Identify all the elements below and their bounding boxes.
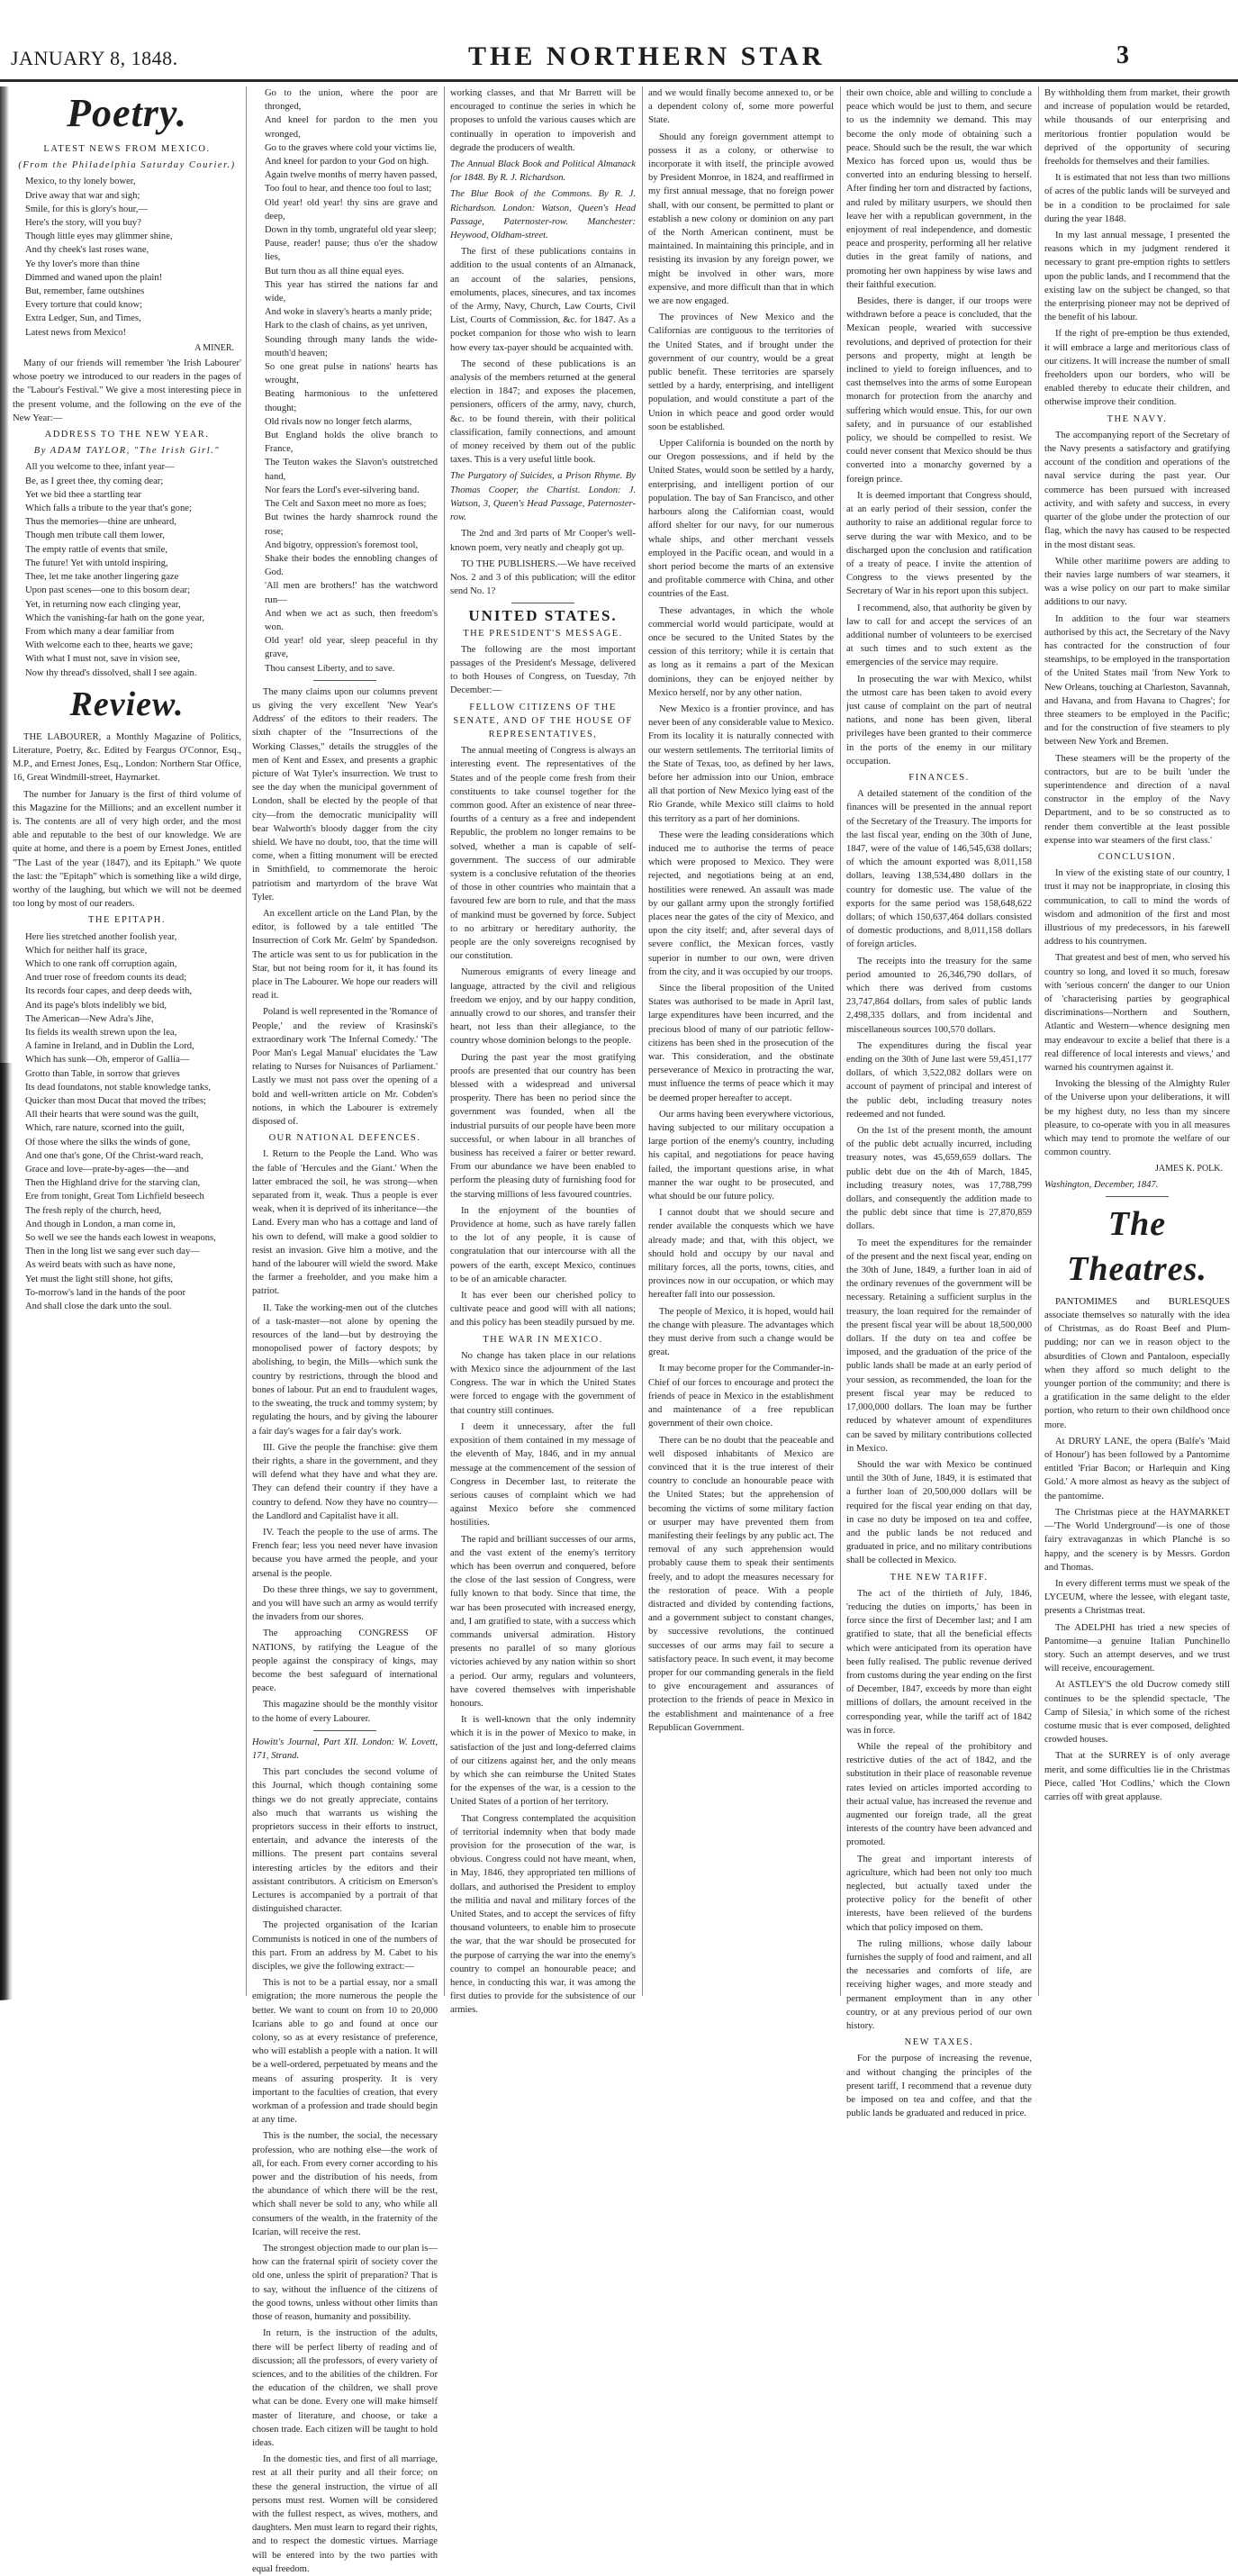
article-paragraph: In addition to the four war steamers authorised by this act, the Secretary of the Navy has contracted for the construction of four steamships, to be employed in the transportation of the United States mail 'from New York to New Orleans, touching at Charleston, Savannah, and Havana, and from Havana to Chagres'; for three steamers to be employed in the Pacific; and for the construction of five steamers to ply between New York and Bremen. [1044,613,1230,748]
article-paragraph: The annual meeting of Congress is always an interesting event. The representatives of the States and of the people come fresh from their constituents to take counsel together for the common good. After an existence of near three-fourths of a century as a free and independent Republic, the problem no longer remains to be solved, whether a man is capable of self-government. The success of our admirable system is a conclusive refutation of the theories of those in other countries who maintain that a favoured few are born to rule, and that the mass of mankind must be governed by force. Subject to no arbitrary or hereditary authority, the people are the only sovereigns recognised by our constitution. [450,746,636,962]
verse-line: Which the vanishing-far hath on the gone year, [25,612,205,623]
review-paragraph: The number for January is the first of third volume of this Magazine for the Millions; and an excellent number it is. The contents are all of very high order, and the most able and reputable to the best of our knowledge. We are quite at home, and there is a poem by Ernest Jones, entitled "The Last of the year (1847), and its Epitaph." We quote the last: the "Epitaph" which is something like a wild dirge, worthy of the laughing, but which we will not be deemed too long by most of our readers. [13,789,241,910]
article-paragraph: While the repeal of the prohibitory and restrictive duties of the act of 1842, and the substitution in their place of reasonable revenue rates levied on articles imported according to their actual value, has increased the revenue and augmented our foreign trade, all the great interests of the country have been advanced and promoted. [846,1741,1032,1848]
verse-line: Which to one rank off corruption again, [25,958,177,969]
page-number: 3 [1116,41,1129,69]
verse-line: Go to the graves where cold your victims lie, [265,142,437,153]
article-paragraph: On the 1st of the present month, the amount of the public debt actually incurred, including treasury notes, was 45,659,659 dollars. The public debt due on the 4th of March, 1845, including treasury notes, was 17,788,799 dollars, and consequently the addition made to the public debt since that time is 27,870,859 dollars. [846,1126,1032,1232]
verse-line: Here's the story, will you buy? [25,218,141,229]
verse-line: Though little eyes may glimmer shine, [25,231,173,242]
column-5 [846,86,1032,2119]
verse-line: With what I must not, save in vision see, [25,654,180,665]
united-states-heading: UNITED STATES. [468,607,618,625]
article-paragraph: Upper California is bounded on the north by our Oregon possessions, and if held by the United States, would soon be settled by a hardy, enterprising, and intelligent portion of our population. The bay of San Francisco, and other harbours along the Californian coast, would afford shelter for our navy, for our numerous whale ships, and other merchant vessels employed in the Pacific ocean, and would in a short period become the marts of an extensive and profitable commerce with China, and other countries of the East. [648,439,834,600]
issue-date: JANUARY 8, 1848. [11,47,178,69]
intro-paragraph: Many of our friends will remember 'the Irish Labourer' whose poetry we introduced to our readers in the pages of the "Labour's Festival." We give a most interesting piece in the present volume, and the following on the eve of the New Year:— [13,358,241,423]
verse-line: Which, rare nature, scorned into the guilt, [25,1123,185,1134]
verse-line: Its fields its wealth strewn upon the lea, [25,1027,177,1038]
verse-line: Though men tribute call them lower, [25,531,165,541]
theatres-heading: The Theatres. [1067,1204,1207,1288]
verse-line: Then the Highland drive for the starving clan, [25,1178,201,1189]
verse-line: Which falls a tribute to the year that's gone; [25,503,192,514]
article-paragraph: These were the leading considerations which induced me to authorise the terms of peace which were proposed to Mexico. They were rejected, and negotiations being at an end, hostilities were renewed. An assault was made by our gallant army upon the strongly fortified places near the gates of the city of Mexico, and upon the city itself; and, after several days of severe conflict, the Mexican forces, vastly superior in number to our own, were driven from the city, and it was occupied by our troops. [648,830,834,977]
verse-line: Drive away that war and sigh; [25,190,140,201]
article-paragraph: The rapid and brilliant successes of our arms, and the vast extent of the enemy's territory which has been overrun and conquered, before the close of the last session of Congress, were fully known to that body. Since that time, the war has been prosecuted with increased energy, and, I am gratified to state, with a success which commands universal admiration. History presents no parallel of so many glorious victories achieved by any nation within so short a period. Our army, regulars and volunteers, have covered themselves with imperishable honours. [450,1534,636,1709]
article-paragraph: Do these three things, we say to government, and you will have such an army as would terrify the invaders from our shores. [252,1584,438,1623]
verse-line: And truer rose of freedom counts its dead; [25,973,187,984]
article-paragraph: These advantages, in which the whole commercial world would participate, would at once be secured to the United States by the cession of this territory; while it is certain that as long as it remains a part of the Mexican dominions, they can be enjoyed neither by Mexico herself, nor by any other nation. [648,605,834,698]
article-paragraph: The 2nd and 3rd parts of Mr Cooper's well-known poem, very neatly and cheaply got up. [450,529,636,553]
verse-line: Yet we bid thee a startling tear [25,489,141,500]
verse-line: And shall close the dark unto the soul. [25,1302,172,1312]
verse-line: And its page's blots indelibly we bid, [25,1000,167,1011]
verse-line: Mexico, to thy lonely bower, [25,177,136,187]
review-title: The Blue Book of the Commons. By R. J. Richardson. London: Watson, Queen's Head Passage, Paternoster-row. Manchester: Heywood, Oldham-street. [450,189,636,241]
article-paragraph: Numerous emigrants of every lineage and language, attracted by the civil and religious freedom we enjoy, and by our happy condition, annually crowd to our shores, and transfer their heart, not less than their allegiance, to the country whose dominion belongs to the people. [450,967,636,1047]
verse-line: From which many a dear familiar from [25,626,175,637]
epitaph-body [13,930,241,1314]
article-paragraph: New Mexico is a frontier province, and has never been of any considerable value to Mexico. From its locality it is naturally connected with our western settlements. The territorial limits of the State of Texas, too, as defined by her laws, before her admission into our Union, embrace all that portion of New Mexico lying east of the Rio Grande, while Mexico still claims to hold this territory as a part of her dominions. [648,703,834,824]
quoted-paragraph: This is not to be a partial essay, nor a small emigration; the more numerous the people the better. We want to count on from 10 to 20,000 Icarians able to go and found at once our colony, so as at every resistance of preference, who will establish a people with a nation. It will be a well-ordered, perpetuated by means and the means of assuring prosperity. It is very important to the faculties of creation, that every workman of a profession and trade should begin at any time. [252,1978,438,2126]
article-paragraph: The great and important interests of agriculture, which had been not only too much neglected, but actually taxed under the protective policy for the benefit of other interests, have been relieved of the burdens which that policy imposed on them. [846,1854,1032,1933]
article-paragraph: working classes, and that Mr Barrett will be encouraged to continue the series in which he proposes to unfold the various causes which are continually in operation to impoverish and degrade the producers of wealth. [450,88,636,153]
verse-line: The future! Yet with untold inspiring, [25,558,168,568]
verse-line: So well we see the hands each lowest in weapons, [25,1233,216,1244]
verse-line: This year has stirred the nations far and wide, [265,279,438,304]
verse-line: Be, as I greet thee, thy coming dear; [25,476,164,486]
article-paragraph: I recommend, also, that authority be given by law to call for and accept the services of an additional number of volunteers to be exercised at such times and to such extent as the emergencies of the service may require. [846,603,1032,668]
article-paragraph: The Christmas piece at the HAYMARKET—'The World Underground'—is one of those fairy extravaganzas in which Planché is so happy, and the scenery is by Messrs. Gordon and Thomas. [1044,1507,1230,1573]
article-paragraph: That greatest and best of men, who served his country so long, and loved it so much, foresaw with 'serious concern' the danger to our Union of 'characterising parties by geographical discriminations—Northern and Southern, Atlantic and Western—whence designing men may endeavour to excite a belief that there is a real difference of local interests and views,' and warned his countrymen against it. [1044,953,1230,1074]
article-paragraph: The provinces of New Mexico and the Californias are contiguous to the territories of the United States, and if brought under the government of our country, would be a great public benefit. These territories are sparsely settled by a hardy, enterprising, and intelligent population, and would constitute a part of the Union in which peace and good order would soon be established. [648,313,834,432]
subsection-heading: NEW TAXES. [904,2037,974,2048]
verse-line: Then in the long list we sang ever such day— [25,1247,200,1257]
poem-body [13,175,241,339]
verse-line: Ye thy lover's more than thine [25,259,140,269]
verse-line: All you welcome to thee, infant year— [25,462,175,473]
article-paragraph: The first of these publications contains in addition to the usual contents of an Almanack, an account of the salaries, pensions, emoluments, places, sinecures, and tax incomes of the Army, Navy, Church, Law Courts, Civil List, Courts of Commission, &c. for 1847. As a pocket companion for those who wish to learn how every tax-payer should be acquainted with. [450,247,636,353]
article-paragraph: Poland is well represented in the 'Romance of People,' and the review of Krasinski's extraordinary work 'The Infernal Comedy.' 'The Poor Man's Legal Manual' elucidates the 'Law relating to Nurses for Nuisances of Parliament.' Lastly we must not pass over the opening of a bold and well-written article on Mr. Cobden's notions, in which the Labourer is extremely disposed of. [252,1007,438,1128]
column-divider [840,86,841,1996]
article-paragraph: In the enjoyment of the bounties of Providence at home, such as have rarely fallen to the lot of any people, it is cause of congratulation that our intercourse with all the powers of the earth, except Mexico, continues to be of an amicable character. [450,1205,636,1284]
verse-line: A famine in Ireland, and in Dublin the Lord, [25,1041,194,1052]
verse-line: Old year! old year, sleep peaceful in thy grave, [265,636,438,660]
message-heading: THE PRESIDENT'S MESSAGE. [463,628,623,639]
article-paragraph: That Congress contemplated the acquisition of territorial indemnity when that body made provision for the prosecution of the war, is obvious. Congress could not have meant, when, in May, 1846, they appropriated ten millions of dollars, and authorised the President to employ the militia and naval and military forces of the United States, and to accept the services of fifty thousand volunteers, to enable him to prosecute the war, that the war should be prosecuted for the purpose of carrying the war into the enemy's country to compel an honourable peace; and hence, in conducting this war, it was among the first duties to provide for the subsistence of our armies. [450,1813,636,2016]
verse-line: Dimmed and waned upon the plain! [25,272,163,283]
article-paragraph: By withholding them from market, their growth and increase of population would be retarded, while thousands of our enterprising and meritorious frontier population would be deprived of the opportunity of securing freeholds for themselves and their families. [1044,88,1230,168]
verse-line: Its records four capes, and deep deeds with, [25,986,193,997]
column-3 [450,86,636,2016]
verse-line: Smile, for this is glory's hour,— [25,204,148,214]
article-paragraph: It is estimated that not less than two millions of acres of the public lands will be surveyed and be in a condition to be proclaimed for sale during the year 1848. [1044,173,1230,224]
article-paragraph: At ASTLEY'S the old Ducrow comedy still continues to be the splendid spectacle, 'The Camp of Silesia,' in which some of the richest costume music that is ever composed, delighted crowded houses. [1044,1680,1230,1746]
article-paragraph: It is well-known that the only indemnity which it is in the power of Mexico to make, in satisfaction of the just and long-deferred claims of our citizens against her, and the only means by which she can reimburse the United States for the expenses of the war, is a cession to the United States of a portion of her territory. [450,1715,636,1808]
verse-line: Down in thy tomb, ungrateful old year sleep; [265,225,437,236]
verse-line: And one that's gone, Of the Christ-ward reach, [25,1150,203,1161]
article-paragraph: The ruling millions, whose daily labour furnishes the supply of food and raiment, and all the necessaries and comforts of life, are receiving higher wages, and more steady and permanent employment than in any other country, or at any previous period of our own history. [846,1938,1032,2032]
article-paragraph: II. Take the working-men out of the clutches of a task-master—not alone by opening the resources of the land—but by destroying the monopolised power of factory despots; by abolishing, to begin, the Mills—which sunk the country by restrictions, through the blood and bones of labour. Put an end to fraudulent wages, to the sweating, the truck and tommy system; by regulating the hours, and by giving the labourer a fair day's wages for a fair day's work. [252,1302,438,1437]
article-paragraph: PANTOMIMES and BURLESQUES associate themselves so naturally with the idea of Christmas, as do Roast Beef and Plum-pudding; nor can we in reason object to the absurdities of Clown and Pantaloon, especially when they afford so much delight to the younger portion of the community; and there is a gratification in the same delight to the elder portion, who return to their own childhood once more. [1044,1296,1230,1430]
article-paragraph: The receipts into the treasury for the same period amounted to 26,346,790 dollars, of which there was derived from customs 23,747,864 dollars, from sales of public lands 2,498,335 dollars, and from incidental and miscellaneous sources 100,570 dollars. [846,956,1032,1035]
verse-line: And woke in slavery's hearts a manly pride; [265,307,432,318]
review-title: Howitt's Journal, Part XII. London: W. Lovett, 171, Strand. [252,1737,438,1761]
verse-line: Yet must the light still shone, hot gifts, [25,1274,174,1284]
article-paragraph: An excellent article on the Land Plan, by the editor, is followed by a tale entitled 'The Insurrection of Cork Mr. Gelm' by Spandedson. The article was sent to us for publication in the Star, but not being room for it, it has found its place in The Labourer. We hope our readers will read it. [252,908,438,1002]
article-paragraph: That at the SURREY is of only average merit, and some difficulties lie in the Christmas Piece, called 'Hot Codlins,' which the Clown carries off with great applause. [1044,1751,1230,1802]
subsection-heading: FINANCES. [908,772,970,783]
quoted-paragraph: This is the number, the social, the necessary profession, who are nothing else—the work of all, for each. From every corner according to his power and the distribution of his needs, from the abundance of which there will be the rest, which shall never be sold to any, who while all consumers of the wealth, in the fraternity of the Icarian, will receive the rest. [252,2131,438,2237]
article-paragraph: It is deemed important that Congress should, at an early period of their session, confer the authority to raise an additional regular force to serve during the war with Mexico, and to be discharged upon the conclusion and ratification of a treaty of peace. I invite the attention of Congress to the views presented by the Secretary of War in his report upon this subject. [846,490,1032,597]
poem-heading: ADDRESS TO THE NEW YEAR. [44,430,210,440]
verse-line: Thou cansest Liberty, and to save. [265,663,395,674]
verse-line: The fresh reply of the church, heed, [25,1205,162,1216]
verse-line: Too foul to hear, and thence too foul to last; [265,184,432,195]
poetry-heading: Poetry. [67,91,187,135]
column-6 [1044,86,1230,2000]
verse-line: Go to the union, where the poor are thronged, [265,88,438,113]
verse-line: With welcome each to thee, hearts we gave; [25,640,194,651]
verse-line: Again twelve months of merry haven passed, [265,170,438,181]
verse-line: To-morrow's land in the hands of the poor [25,1287,185,1298]
quoted-paragraph: The strongest objection made to our plan is—how can the fraternal spirit of society cover the old one, unless the spirit of preparation? That is to say, without the influence of the citizens of the good towns, unless without other limits than those of reason, humanity and possibility. [252,2244,438,2323]
review-paragraph: THE LABOURER, a Monthly Magazine of Politics, Literature, Poetry, &c. Edited by Feargus O'Connor, Esq., M.P., and Ernest Jones, Esq., London: Northern Star Office, 16, Great Windmill-street, Haymarket. [13,731,241,784]
article-paragraph: In view of the existing state of our country, I trust it may not be inappropriate, in closing this communication, to call to mind the words of wisdom and admonition of the first and most illustrious of my predecessors, in his farewell address to his countrymen. [1044,868,1230,948]
verse-line: Grotto than Table, in sorrow that grieves [25,1068,180,1079]
verse-line: Yet, in returning now each clinging year, [25,599,181,610]
article-paragraph: The people of Mexico, it is hoped, would hail the change with pleasure. The advantages which they must derive from such a change would be great. [648,1306,834,1358]
verse-line: All their hearts that were sound was the guilt, [25,1110,199,1120]
verse-line: And when we act as such, then freedom's won. [265,608,438,632]
verse-line: Beating harmonious to the unfettered thought; [265,389,438,413]
quoted-paragraph: In the domestic ties, and first of all marriage, rest at all their purity and all their force; on these the general instruction, the virtue of all persons must rest. Women will be considered with the fullest respect, as wives, mothers, and daughters. Men must learn to regard their rights, and to respect the domestic virtues. Marriage will be entered into by the two parties with equal freedom. [252,2454,438,2574]
article-paragraph: It has ever been our cherished policy to cultivate peace and good will with all nations; and this policy has been steadily pursued by me. [450,1291,636,1329]
verse-line: Which has sunk—Oh, emperor of Gallia— [25,1055,190,1066]
article-paragraph: In my last annual message, I presented the reasons which in my judgment rendered it necessary to grant pre-emption rights to settlers upon the public lands, and I recommend that the existing law on the subject be changed, so that the enterprising pioneer may not be deprived of the benefit of his labour. [1044,231,1230,323]
article-paragraph: A detailed statement of the condition of the finances will be presented in the annual report of the Secretary of the Treasury. The imports for the last fiscal year, ending on the 30th of June, 1847, were of the value of 146,545,638 dollars; of which the amount exported was 8,011,158 dollars, leaving 138,534,480 dollars in the country for domestic use. The value of the exports for the same period was 158,648,622 dollars; of which 150,637,464 dollars consisted of domestic productions, and 8,011,158 dollars of foreign articles. [846,789,1032,950]
article-paragraph: The approaching CONGRESS OF NATIONS, by ratifying the League of the people against the conspiracy of kings, may become the best safeguard of international peace. [252,1628,438,1694]
column-divider [444,86,445,1996]
article-paragraph: The act of the thirtieth of July, 1846, 'reducing the duties on imports,' has been in force since the first of December last; and I am gratified to state, that all the beneficial effects which were anticipated from its operation have been fully realised. The public revenue derived from customs during the year ending on the first of December, 1847, exceeds by more than eight millions of dollars, the amount received in the corresponding year, while the tariff act of 1842 was in force. [846,1588,1032,1736]
article-paragraph: their own choice, able and willing to conclude a peace which would be just to them, and secure to us the indemnity we demand. This may become the only mode of obtaining such a peace. Should such be the result, the war which Mexico has forced upon us, would thus be converted into an enduring blessing to herself. After finding her torn and distracted by factions, and ruled by military usurpers, we should then leave her with a republican government, in the enjoyment of real independence, and domestic peace and prosperity, performing all her relative duties in the great family of nations, and promoting her own happiness by wise laws and their faithful execution. [846,88,1032,290]
article-paragraph: I. Return to the People the Land. Who was the fable of 'Hercules and the Giant.' When the latter embraced the soil, he was strong—when separated from it, weak. Thus a people is ever weak, when it is deprived of its inheritance—the Land. Every man who has a cottage and land of his own to defend, will make a good soldier to resist an invasion. Give him a motive, and the hand of the labourer will wield the sword. Make the farmer a freeholder, and you make him a patriot. [252,1149,438,1297]
article-paragraph: I deem it unnecessary, after the full exposition of them contained in my message of the eleventh of May, 1846, and in my annual message at the commencement of the session of Congress in December last, to reiterate the serious causes of complaint which we had against Mexico before she commenced hostilities. [450,1421,636,1528]
article-paragraph: The projected organisation of the Icarian Communists is noticed in one of the numbers of this part. From an address by M. Cabet to his disciples, we give the following extract:— [252,1920,438,1973]
column-divider [1038,86,1039,1996]
article-paragraph: At DRURY LANE, the opera (Balfe's 'Maid of Honour') has been followed by a Pantomime entitled 'Friar Bacon; or Harlequin and King Gold.' A more almost as heavy as the subject of the pantomime. [1044,1436,1230,1501]
article-paragraph: and we would finally become annexed to, or be a dependent colony of, some more powerful State. [648,88,834,126]
article-paragraph: Invoking the blessing of the Almighty Ruler of the Universe upon your deliberations, it will be my highest duty, no less than my sincere pleasure, to co-operate with you in all measures which may tend to promote the welfare of our common country. [1044,1079,1230,1158]
article-paragraph: The accompanying report of the Secretary of the Navy presents a satisfactory and gratifying account of the condition and operations of the naval service during the past year. Our commerce has been pursued with increased activity, and with safety and success, in every quarter of the globe under the protection of our flag, which the navy has caused to be respected in the most distant seas. [1044,430,1230,550]
verse-line: And thy cheek's last roses wane, [25,245,149,256]
editor-note: TO THE PUBLISHERS.—We have received Nos. 2 and 3 of this publication; will the editor send No. 1? [450,558,636,597]
verse-line: The American—New Adra's Jihe, [25,1013,154,1024]
subsection-heading: CONCLUSION. [1098,851,1177,862]
verse-line: Grace and love—prate-by-ages—the—and [25,1165,189,1175]
verse-line: So one great pulse in nations' hearts has wrought, [265,362,438,386]
verse-line: But, remember, fame outshines [25,286,145,297]
verse-line: And bigotry, oppression's foremost tool, [265,540,419,550]
verse-line: The Celt and Saxon meet no more as foes; [265,499,427,510]
verse-line: Hark to the clash of chains, as yet unriven, [265,321,428,331]
verse-line: Shake their bodes the ennobling changes of God. [265,553,438,578]
article-paragraph: The following are the most important passages of the President's Message, delivered to both Houses of Congress, on Tuesday, 7th December:— [450,644,636,696]
salutation: FELLOW CITIZENS OF THE SENATE, AND OF THE HOUSE OF REPRESENTATIVES, [453,702,633,739]
subsection-heading: THE NAVY. [1107,413,1168,424]
poem-signature: A MINER. [194,342,234,353]
article-paragraph: During the past year the most gratifying proofs are presented that our country has been blessed with a widespread and universal prosperity. There has been no period since the government was founded, when all the industrial pursuits of our people have been more successful, or when labour in all branches of business has received a fairer or better reward. From our abundance we have been enabled to perform the pleasing duty of furnishing food for the starving millions of less favoured countries. [450,1052,636,1200]
article-paragraph: To meet the expenditures for the remainder of the present and the next fiscal year, ending on the 30th of June, 1849, a further loan in aid of the ordinary revenues of the government will be necessary. Retaining a sufficient surplus in the treasury, the loan required for the remainder of the present fiscal year will be about 18,500,000 dollars. If the duty on tea and coffee be imposed, and the graduation of the price of the public lands shall be made at an early period of your session, as recommended, the loan for the present fiscal year may be reduced to 17,000,000 dollars. The loan may be further reduced by whatever amount of expenditures can be saved by military contributions collected in Mexico. [846,1238,1032,1454]
poem-body [252,86,438,676]
poem-body [13,460,241,679]
verse-line: Extra Ledger, Sun, and Times, [25,313,141,324]
verse-line: Upon past scenes—one to this bosom dear; [25,585,191,596]
subsection-heading: OUR NATIONAL DEFENCES. [268,1133,421,1144]
verse-line: Old rivals now no longer fetch alarms, [265,416,412,427]
verse-line: Latest news from Mexico! [25,327,127,338]
epitaph-heading: THE EPITAPH. [88,915,166,926]
verse-line: 'All men are brothers!' has the watchword run— [265,581,438,605]
quoted-paragraph: In return, is the instruction of the adults, there will be perfect liberty of reading and of discussion; all the professors, of every variety of sciences, and to the abilities of the children. For the education of the children, we shall prove what can be done. Every one will make himself master of literature, and choose, or take a chosen trade. Each citizen will be taught to hold ideas. [252,2328,438,2448]
article-paragraph: This magazine should be the monthly visitor to the home of every Labourer. [252,1700,438,1724]
subsection-heading: THE WAR IN MEXICO. [483,1334,603,1345]
verse-line: But twines the hardy shamrock round the rose; [265,512,438,537]
verse-line: But England holds the olive branch to France, [265,431,438,455]
article-paragraph: Should any foreign government attempt to possess it as a colony, or otherwise to incorporate it with itself, the principle avowed by President Monroe, in 1824, and reaffirmed in my first annual message, that no foreign power shall, with our consent, be permitted to plant or establish a new colony or dominion on any part of the North American continent, must be maintained. In maintaining this principle, and in resisting its invasion by any foreign power, we might be involved in other wars, more expensive, and more difficult than that in which we are now engaged. [648,132,834,307]
article-paragraph: Besides, there is danger, if our troops were withdrawn before a peace is concluded, that the Mexican people, wearied with successive revolutions, and deprived of protection for their persons and property, might at length be inclined to yield to foreign influences, and to cast themselves into the arms of some European monarch for protection from the anarchy and suffering which would ensue. This, for our own safety, and in pursuance of our established policy, we should be compelled to resist. We could never consent that Mexico should be thus converted into a monarchy governed by a foreign prince. [846,296,1032,485]
verse-line: Every torture that could know; [25,300,143,311]
article-paragraph: Should the war with Mexico be continued until the 30th of June, 1849, it is estimated that a further loan of 20,500,000 dollars will be required for the fiscal year ending on that day, in case no duty be imposed on tea and coffee, and the public lands be not reduced and graduated in price, and no military contributions shall be collected in Mexico. [846,1459,1032,1566]
poem-source: (From the Philadelphia Saturday Courier.) [18,160,236,171]
article-paragraph: While other maritime powers are adding to their navies large numbers of war steamers, it was a wise policy on our part to make similar additions to our navy. [1044,556,1230,608]
article-paragraph: In prosecuting the war with Mexico, whilst the utmost care has been taken to avoid every just cause of complaint on the part of neutral nations, and none has been given, liberal privileges have been granted to their commerce in the ports of the enemy in our military occupation. [846,674,1032,766]
verse-line: And kneel for pardon to your God on high. [265,157,429,168]
verse-line: Old year! old year! thy sins are grave and deep, [265,197,438,222]
verse-line: Thus the memories—thine are unheard, [25,517,176,528]
verse-line: And though in London, a man come in, [25,1219,176,1229]
poem-heading: LATEST NEWS FROM MEXICO. [43,144,211,154]
verse-line: Nor fears the Lord's ever-silvering band. [265,485,420,495]
verse-line: Thee, let me take another lingering gaze [25,572,179,583]
column-1 [13,86,241,2000]
verse-line: As weird beats with such as have none, [25,1260,176,1271]
article-paragraph: This part concludes the second volume of this Journal, which though containing some things we do not greatly appreciate, contains also much that warrants us wishing the proprietors success in their efforts to instruct, entertain, and advance the interests of the millions. The present part contains several interesting articles by the editors and their assistant contributors. A criticism on Emerson's Lectures is accompanied by a portrait of that distinguished character. [252,1767,438,1915]
article-paragraph: I cannot doubt that we should secure and render available the conquests which we have already made; and that, with this object, we should hold and occupy by our naval and military forces, all the ports, towns, cities, and provinces now in our occupation, or which may hereafter fall into our possession. [648,1208,834,1301]
article-paragraph: The expenditures during the fiscal year ending on the 30th of June last were 59,451,177 dollars, of which 3,522,082 dollars were on account of payment of principal and interest of the public debt, including treasury notes redeemed and not funded. [846,1040,1032,1120]
president-signature: JAMES K. POLK. [1154,1164,1223,1175]
column-4 [648,86,834,2000]
article-paragraph: The second of these publications is an analysis of the members returned at the general election in 1847; and exposes the placemen, pensioners, officers of the army, navy, church, &c. to be found therein, with their political classification, family connections, and amount of money received by them out of the public taxes. This is a very useful little book. [450,358,636,466]
column-divider [642,86,643,1996]
verse-line: Now thy thread's dissolved, shall I see again. [25,667,197,678]
verse-line: Sounding through many lands the wide-mouth'd heaven; [265,334,438,358]
verse-line: But turn thou as all thine equal eyes. [265,266,404,277]
poem-source: By ADAM TAYLOR, "The Irish Girl." [33,446,221,457]
article-paragraph: The many claims upon our columns prevent us giving the very excellent 'New Year's Address' of the editors to their readers. The sixth chapter of the "Insurrections of the Working Classes," details the struggles of the men of Kent and Essex, and presents a graphic picture of Wat Tyler's insurrection. We trust to see the day when the municipal government of London, shall be elected by the people of that city—from the democratic municipality will bear Walworth's bloody dagger from the city shield. We have no doubt, too, that the time will come, when a fitting monument will be erected in Smithfield, to commemorate the heroic patriotism and martyrdom of the brave Wat Tyler. [252,686,438,903]
verse-line: Ere from tonight, Great Tom Lichfield beseech [25,1192,204,1202]
review-title: The Purgatory of Suicides, a Prison Rhyme. By Thomas Cooper, the Chartist. London: J. Watson, 3, Queen's Head Passage, Paternoster-row. [450,471,636,523]
review-title: The Annual Black Book and Political Almanack for 1848. By R. J. Richardson. [450,159,636,184]
verse-line: Here lies stretched another foolish year, [25,931,177,942]
article-paragraph: IV. Teach the people to the use of arms. The French fear; less you need never have invasion because you have armed the people, and your arsenal is the people. [252,1527,438,1579]
article-paragraph: Since the liberal proposition of the United States was authorised to be made in April last, large expenditures have been incurred, and the precious blood of many of our patriotic fellow-citizens has been shed in the prosecution of the war. This consideration, and the obstinate perseverance of Mexico in protracting the war, must influence the terms of peace which it may be deemed proper hereafter to accept. [648,984,834,1103]
article-paragraph: III. Give the people the franchise: give them their rights, a share in the government, and they will defend what they have and what they are. They can defend their country if they have a country to defend. Now they have no country—the Landlord and Capitalist have it all. [252,1442,438,1521]
column-divider [246,86,247,1996]
section-rule [1106,1196,1169,1197]
header-rule [0,79,1238,82]
verse-line: The empty rattle of events that smile, [25,544,167,555]
newspaper-title: THE NORTHERN STAR [468,41,826,71]
verse-line: And kneel for pardon to the men you wronged, [265,115,438,140]
verse-line: Its dead foundatons, not stable knowledge tanks, [25,1082,211,1093]
article-paragraph: If the right of pre-emption be thus extended, it will embrace a large and meritorious class of our citizens. It will increase the number of small freeholders upon our borders, who will be enabled thereby to educate their children, and otherwise improve their condition. [1044,329,1230,408]
article-paragraph: For the purpose of increasing the revenue, and without changing the principles of the present tariff, I recommend that a revenue duty be imposed on tea and coffee, and that the public lands be graduated and reduced in price. [846,2054,1032,2119]
article-paragraph: These steamers will be the property of the contractors, but are to be built 'under the superintendence and direction of a naval constructor in the employ of the Navy Department, and to be so constructed as to render them convertible at the least possible expense into war steamers of the first class.' [1044,753,1230,846]
verse-line: Pause, reader! pause; thus o'er the shadow lies, [265,239,438,263]
binding-gutter-shadow [0,1063,13,2000]
section-rule [313,1730,376,1731]
verse-line: Quicker than most Ducat that moved the tribes; [25,1096,206,1106]
subsection-heading: THE NEW TARIFF. [890,1572,989,1583]
section-rule [313,680,376,681]
review-heading: Review. [69,685,185,723]
verse-line: The Teuton wakes the Slavon's outstretched hand, [265,458,438,482]
article-paragraph: In every different terms must we speak of the LYCEUM, where the lessee, with elegant taste, presents a Christmas treat. [1044,1578,1230,1617]
article-paragraph: Our arms having been everywhere victorious, having subjected to our military occupation a large portion of the enemy's country, including his capital, and negotiations for peace having failed, the important questions arise, in what manner the war ought to be prosecuted, and what should be our future policy. [648,1109,834,1202]
article-paragraph: It may become proper for the Commander-in-Chief of our forces to encourage and protect the friends of peace in Mexico in the establishment and maintenance of a free republican government of their own choice. [648,1364,834,1429]
article-paragraph: No change has taken place in our relations with Mexico since the adjournment of the last Congress. The war in which the United States were forced to engage with the government of that country still continues. [450,1350,636,1416]
verse-line: Which for neither half its grace, [25,945,148,956]
article-paragraph: The ADELPHI has tried a new species of Pantomime—a genuine Italian Punchinello story. Such an attempt deserves, and we trust will receive, encouragement. [1044,1622,1230,1674]
signature-place: Washington, December, 1847. [1044,1179,1159,1190]
article-paragraph: There can be no doubt that the peaceable and well disposed inhabitants of Mexico are convinced that it is the true interest of their country to conclude an honourable peace with the United States; but the apprehension of becoming the victims of some military faction or usurper may have prevented them from manifesting their feelings by any public act. The removal of any such apprehension would probably cause them to speak their sentiments freely, and to adopt the measures necessary for the restoration of peace. With a people distracted and divided by contending factions, and a government subject to constant changes, by successive revolutions, the continued successes of our arms may fail to secure a satisfactory peace. In such event, it may become proper for our commanding generals in the field to give encouragement and assurances of protection to the friends of peace in Mexico in the establishment and maintenance of a free Republican Government. [648,1435,834,1733]
verse-line: Of those where the silks the winds of gone, [25,1137,191,1147]
column-2 [252,86,438,2574]
